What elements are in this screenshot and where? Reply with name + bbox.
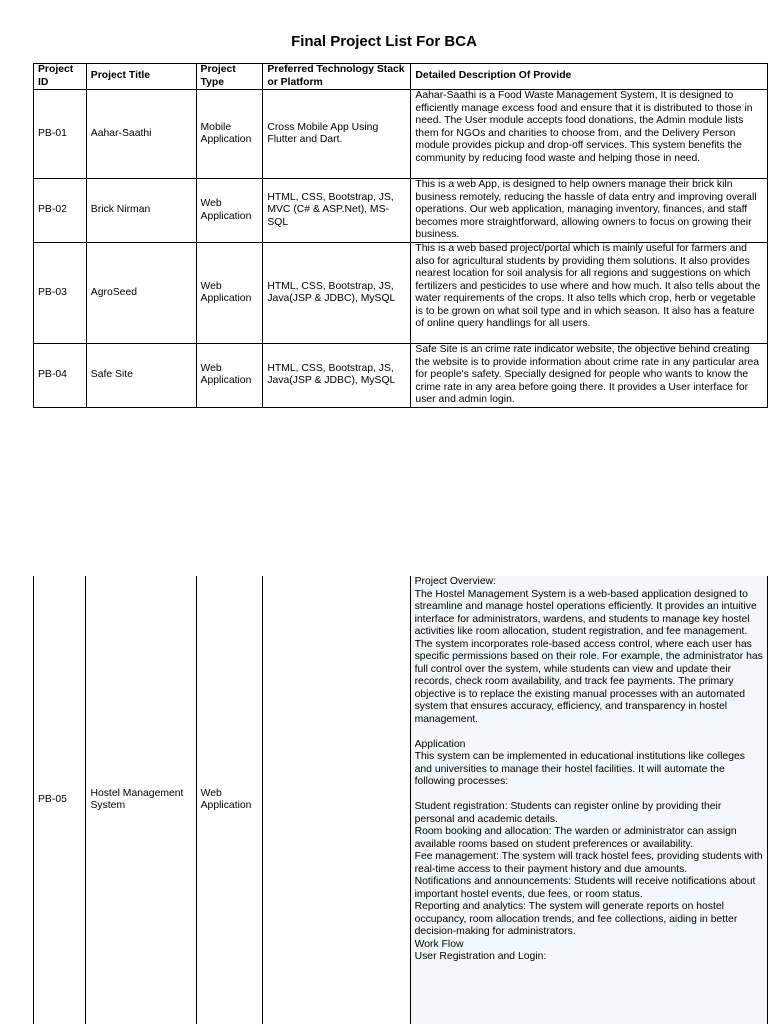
header-project-type: Project Type	[196, 64, 263, 90]
cell-project-id: PB-02	[34, 179, 87, 243]
cell-project-type: Mobile Application	[196, 90, 263, 179]
cell-project-type: Web Application	[196, 179, 263, 243]
cell-project-id: PB-04	[34, 344, 87, 408]
cell-project-title: Brick Nirman	[86, 179, 196, 243]
cell-technology: HTML, CSS, Bootstrap, JS, Java(JSP & JDBC), MySQL	[263, 344, 411, 408]
cell-project-id: PB-05	[34, 576, 86, 1024]
cell-project-title: AgroSeed	[86, 243, 196, 344]
header-technology: Preferred Technology Stack or Platform	[263, 64, 411, 90]
cell-project-title: Safe Site	[86, 344, 196, 408]
cell-technology	[263, 576, 410, 1024]
cell-technology: HTML, CSS, Bootstrap, JS, Java(JSP & JDBC), MySQL	[263, 243, 411, 344]
table-row	[34, 344, 768, 408]
cell-project-title: Hostel Management System	[86, 576, 196, 1024]
cell-project-type: Web Application	[196, 243, 263, 344]
header-description: Detailed Description Of Provide	[411, 64, 768, 90]
table-row	[34, 179, 768, 243]
cell-project-type: Web Application	[196, 344, 263, 408]
table-row	[34, 576, 768, 1024]
header-project-title: Project Title	[86, 64, 196, 90]
page-title: Final Project List For BCA	[291, 33, 477, 50]
project-table-continued	[33, 576, 768, 1024]
cell-description: Project Overview: The Hostel Management System is a web-based application designed to streamline and manage hostel operations efficiently. It provides an intuitive interface for administrators, wardens, and students to manage key hostel activities like room allocation, student registration, and fee management. The system incorporates role-based access control, where each user has specific permissions based on their role. For example, the administrator has full control over the system, while students can view and update their records, check room availability, and track fee payments. The primary objective is to replace the existing manual processes with an automated system that ensures accuracy, efficiency, and transparency in hostel management. Application This system can be implemented in educational institutions like colleges and universities to manage their hostel facilities. It will automate the following processes: Student registration: Students can register online by providing their personal and academic details. Room booking and allocation: The warden or administrator can assign available rooms based on student preferences or availability. Fee management: The system will track hostel fees, providing students with real-time access to their payment history and due amounts. Notifications and announcements: Students will receive notifications about important hostel events, due fees, or room status. Reporting and analytics: The system will generate reports on hostel occupancy, room allocation trends, and fee collections, aiding in better decision-making for administrators. Work Flow User Registration and Login:	[410, 576, 767, 1024]
header-project-id: Project ID	[34, 64, 87, 90]
cell-project-title: Aahar-Saathi	[86, 90, 196, 179]
cell-technology: Cross Mobile App Using Flutter and Dart.	[263, 90, 411, 179]
table-header-row	[34, 64, 768, 90]
cell-description: Safe Site is an crime rate indicator website, the objective behind creating the website is to provide information about crime rate in any particular area for people's safety. Specially designed for people who wants to know the crime rate in any area before going there. It provides a User interface for user and admin login.	[411, 344, 768, 408]
project-table	[33, 63, 768, 408]
cell-technology: HTML, CSS, Bootstrap, JS, MVC (C# & ASP.Net), MS-SQL	[263, 179, 411, 243]
cell-description: This is a web App, is designed to help owners manage their brick kiln business remotely, reducing the hassle of data entry and improving overall operations. Our web application, managing inventory, finances, and staff becomes more straightforward, allowing owners to focus on growing their business.	[411, 179, 768, 243]
cell-project-type: Web Application	[196, 576, 263, 1024]
cell-description: This is a web based project/portal which is mainly useful for farmers and also for agricultural students by providing them solutions. It also provides nearest location for soil analysis for all regions and suggestions on which fertilizers and pesticides to use where and how much. It also tells about the water requirements of the crops. It also tells which crop, herb or vegetable is to be grown on what soil type and in which season. It also has a feature of online query handlings for all users.	[411, 243, 768, 344]
table-row	[34, 90, 768, 179]
cell-project-id: PB-03	[34, 243, 87, 344]
cell-project-id: PB-01	[34, 90, 87, 179]
cell-description: Aahar-Saathi is a Food Waste Management System, It is designed to efficiently manage excess food and ensure that it is distributed to those in need. The User module accepts food donations, the Admin module lists them for NGOs and charities to choose from, and the Delivery Person module provides pickup and drop-off services. This system benefits the community by reducing food waste and helping those in need.	[411, 90, 768, 179]
table-row	[34, 243, 768, 344]
